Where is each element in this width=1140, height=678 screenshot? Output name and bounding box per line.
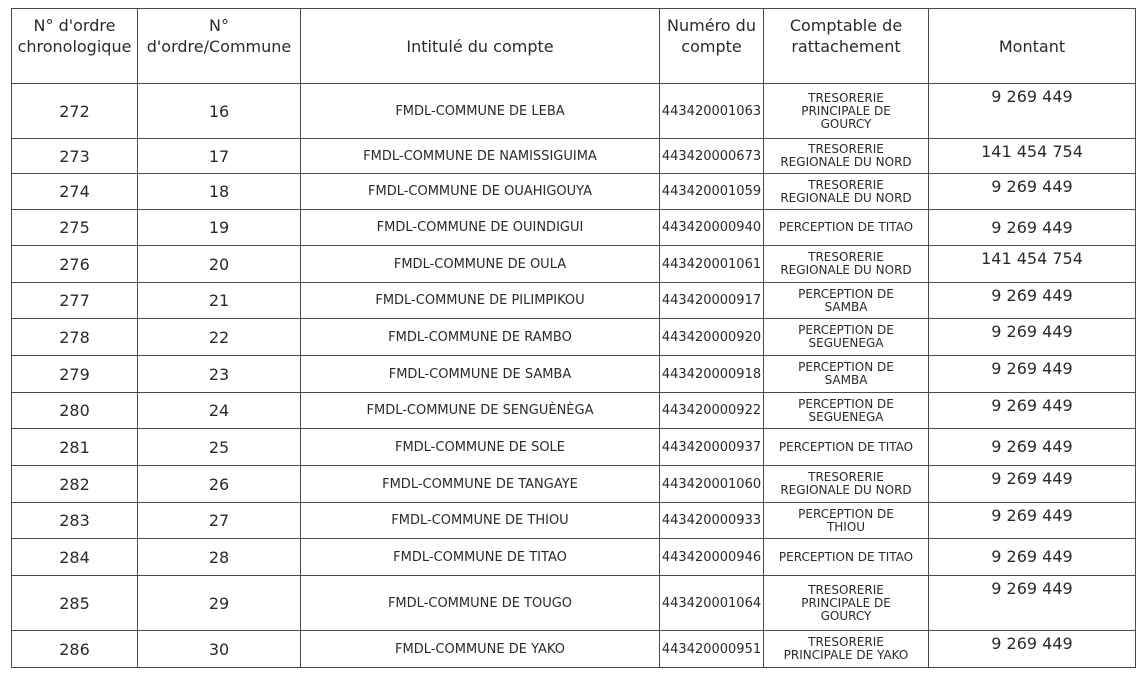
cell-numero: 443420001064 xyxy=(660,576,764,631)
cell-ordre-chronologique: 272 xyxy=(12,84,138,139)
cell-montant: 9 269 449 xyxy=(929,84,1136,139)
comptable-line: REGIONALE DU NORD xyxy=(780,483,912,497)
cell-numero: 443420000937 xyxy=(660,429,764,466)
cell-comptable xyxy=(764,631,929,668)
cell-ordre-commune: 23 xyxy=(138,356,301,393)
table-row xyxy=(12,466,1136,503)
cell-numero: 443420001061 xyxy=(660,246,764,283)
table-row xyxy=(12,393,1136,429)
comptable-line: SEGUENEGA xyxy=(808,336,884,350)
header-montant: Montant xyxy=(929,9,1136,84)
cell-comptable xyxy=(764,283,929,319)
cell-comptable xyxy=(764,139,929,174)
cell-intitule: FMDL-COMMUNE DE YAKO xyxy=(301,631,660,668)
cell-montant: 9 269 449 xyxy=(929,283,1136,319)
cell-intitule: FMDL-COMMUNE DE TOUGO xyxy=(301,576,660,631)
comptes-table xyxy=(11,8,1136,668)
cell-montant: 9 269 449 xyxy=(929,210,1136,246)
comptable-line: TRESORERIE xyxy=(808,635,884,649)
header-intitule: Intitulé du compte xyxy=(301,9,660,84)
comptable-line: TRESORERIE xyxy=(808,177,884,192)
comptable-line: PERCEPTION DE xyxy=(798,506,894,521)
cell-ordre-commune: 25 xyxy=(138,429,301,466)
cell-numero: 443420000951 xyxy=(660,631,764,668)
cell-ordre-chronologique: 278 xyxy=(12,319,138,356)
cell-montant: 141 454 754 xyxy=(929,246,1136,283)
cell-montant: 9 269 449 xyxy=(929,393,1136,429)
cell-comptable xyxy=(764,319,929,356)
cell-intitule: FMDL-COMMUNE DE TANGAYE xyxy=(301,466,660,503)
cell-comptable xyxy=(764,246,929,283)
table-row xyxy=(12,283,1136,319)
table-row xyxy=(12,631,1136,668)
table-row xyxy=(12,503,1136,539)
cell-comptable xyxy=(764,210,929,246)
cell-numero: 443420000922 xyxy=(660,393,764,429)
cell-ordre-commune: 29 xyxy=(138,576,301,631)
cell-ordre-commune: 26 xyxy=(138,466,301,503)
cell-ordre-chronologique: 280 xyxy=(12,393,138,429)
cell-numero: 443420001059 xyxy=(660,174,764,210)
comptable-line: TRESORERIE xyxy=(808,90,884,105)
cell-intitule: FMDL-COMMUNE DE LEBA xyxy=(301,84,660,139)
cell-ordre-commune: 30 xyxy=(138,631,301,668)
cell-comptable xyxy=(764,393,929,429)
cell-numero: 443420000933 xyxy=(660,503,764,539)
cell-numero: 443420000917 xyxy=(660,283,764,319)
comptable-line: PERCEPTION DE xyxy=(798,286,894,301)
cell-montant: 9 269 449 xyxy=(929,539,1136,576)
table-row xyxy=(12,356,1136,393)
cell-ordre-chronologique: 281 xyxy=(12,429,138,466)
cell-intitule: FMDL-COMMUNE DE SOLE xyxy=(301,429,660,466)
table-row xyxy=(12,319,1136,356)
cell-intitule: FMDL-COMMUNE DE OUAHIGOUYA xyxy=(301,174,660,210)
table-row xyxy=(12,429,1136,466)
cell-ordre-commune: 16 xyxy=(138,84,301,139)
cell-ordre-commune: 17 xyxy=(138,139,301,174)
cell-ordre-commune: 21 xyxy=(138,283,301,319)
comptable-line: PRINCIPALE DE YAKO xyxy=(783,648,909,662)
table-row xyxy=(12,210,1136,246)
cell-numero: 443420000940 xyxy=(660,210,764,246)
cell-intitule: FMDL-COMMUNE DE THIOU xyxy=(301,503,660,539)
cell-ordre-chronologique: 274 xyxy=(12,174,138,210)
cell-montant: 9 269 449 xyxy=(929,356,1136,393)
comptable-line: PERCEPTION DE xyxy=(798,396,894,411)
comptable-line: PERCEPTION DE xyxy=(798,360,894,374)
cell-intitule: FMDL-COMMUNE DE RAMBO xyxy=(301,319,660,356)
comptable-line: SEGUENEGA xyxy=(808,409,884,424)
cell-ordre-chronologique: 286 xyxy=(12,631,138,668)
cell-ordre-chronologique: 275 xyxy=(12,210,138,246)
cell-comptable xyxy=(764,576,929,631)
cell-ordre-commune: 18 xyxy=(138,174,301,210)
cell-comptable xyxy=(764,466,929,503)
comptable-line: SAMBA xyxy=(824,373,868,387)
cell-ordre-commune: 20 xyxy=(138,246,301,283)
comptable-line: THIOU xyxy=(826,519,866,534)
cell-ordre-chronologique: 273 xyxy=(12,139,138,174)
cell-ordre-chronologique: 282 xyxy=(12,466,138,503)
cell-numero: 443420000673 xyxy=(660,139,764,174)
cell-ordre-chronologique: 284 xyxy=(12,539,138,576)
comptable-line: REGIONALE DU NORD xyxy=(780,190,912,205)
table-row xyxy=(12,246,1136,283)
cell-comptable xyxy=(764,356,929,393)
cell-ordre-chronologique: 276 xyxy=(12,246,138,283)
comptable-line: PERCEPTION DE TITAO xyxy=(778,549,914,564)
table-row xyxy=(12,174,1136,210)
cell-comptable xyxy=(764,84,929,139)
cell-ordre-chronologique: 277 xyxy=(12,283,138,319)
cell-numero: 443420001063 xyxy=(660,84,764,139)
comptable-line: PRINCIPALE DE xyxy=(801,595,891,610)
cell-comptable xyxy=(764,174,929,210)
cell-numero: 443420000918 xyxy=(660,356,764,393)
comptable-line: TRESORERIE xyxy=(808,582,884,597)
comptable-line: REGIONALE DU NORD xyxy=(780,263,912,277)
comptable-line: GOURCY xyxy=(820,608,872,623)
header-numero: Numéro du compte xyxy=(660,9,764,84)
comptable-line: GOURCY xyxy=(820,116,872,131)
cell-montant: 9 269 449 xyxy=(929,429,1136,466)
cell-numero: 443420001060 xyxy=(660,466,764,503)
cell-intitule: FMDL-COMMUNE DE PILIMPIKOU xyxy=(301,283,660,319)
cell-ordre-chronologique: 279 xyxy=(12,356,138,393)
cell-intitule: FMDL-COMMUNE DE OULA xyxy=(301,246,660,283)
cell-comptable xyxy=(764,429,929,466)
cell-montant: 9 269 449 xyxy=(929,174,1136,210)
cell-comptable xyxy=(764,539,929,576)
cell-montant: 9 269 449 xyxy=(929,319,1136,356)
cell-intitule: FMDL-COMMUNE DE SAMBA xyxy=(301,356,660,393)
cell-ordre-commune: 28 xyxy=(138,539,301,576)
header-ordre-commune: N° d'ordre/Commune xyxy=(138,9,301,84)
cell-ordre-commune: 27 xyxy=(138,503,301,539)
cell-ordre-chronologique: 285 xyxy=(12,576,138,631)
cell-ordre-commune: 22 xyxy=(138,319,301,356)
cell-montant: 9 269 449 xyxy=(929,576,1136,631)
comptable-line: TRESORERIE xyxy=(808,142,884,156)
table-row xyxy=(12,84,1136,139)
comptable-line: TRESORERIE xyxy=(808,250,884,264)
header-row xyxy=(12,9,1136,84)
cell-numero: 443420000920 xyxy=(660,319,764,356)
cell-comptable xyxy=(764,503,929,539)
table-row xyxy=(12,139,1136,174)
cell-montant: 9 269 449 xyxy=(929,466,1136,503)
cell-ordre-commune: 19 xyxy=(138,210,301,246)
comptable-line: TRESORERIE xyxy=(808,470,884,484)
table-row xyxy=(12,576,1136,631)
comptable-line: PRINCIPALE DE xyxy=(801,103,891,118)
cell-ordre-commune: 24 xyxy=(138,393,301,429)
cell-montant: 9 269 449 xyxy=(929,631,1136,668)
cell-numero: 443420000946 xyxy=(660,539,764,576)
comptable-line: PERCEPTION DE TITAO xyxy=(778,439,914,454)
cell-montant: 9 269 449 xyxy=(929,503,1136,539)
comptable-line: PERCEPTION DE TITAO xyxy=(778,220,914,234)
comptable-line: REGIONALE DU NORD xyxy=(780,155,912,169)
header-ordre-chronologique: N° d'ordre chronologique xyxy=(12,9,138,84)
header-comptable: Comptable de rattachement xyxy=(764,9,929,84)
cell-ordre-chronologique: 283 xyxy=(12,503,138,539)
cell-intitule: FMDL-COMMUNE DE TITAO xyxy=(301,539,660,576)
table-row xyxy=(12,539,1136,576)
cell-intitule: FMDL-COMMUNE DE SENGUÈNÈGA xyxy=(301,393,660,429)
comptable-line: SAMBA xyxy=(824,299,868,314)
cell-montant: 141 454 754 xyxy=(929,139,1136,174)
comptable-line: PERCEPTION DE xyxy=(798,323,894,337)
cell-intitule: FMDL-COMMUNE DE NAMISSIGUIMA xyxy=(301,139,660,174)
cell-intitule: FMDL-COMMUNE DE OUINDIGUI xyxy=(301,210,660,246)
